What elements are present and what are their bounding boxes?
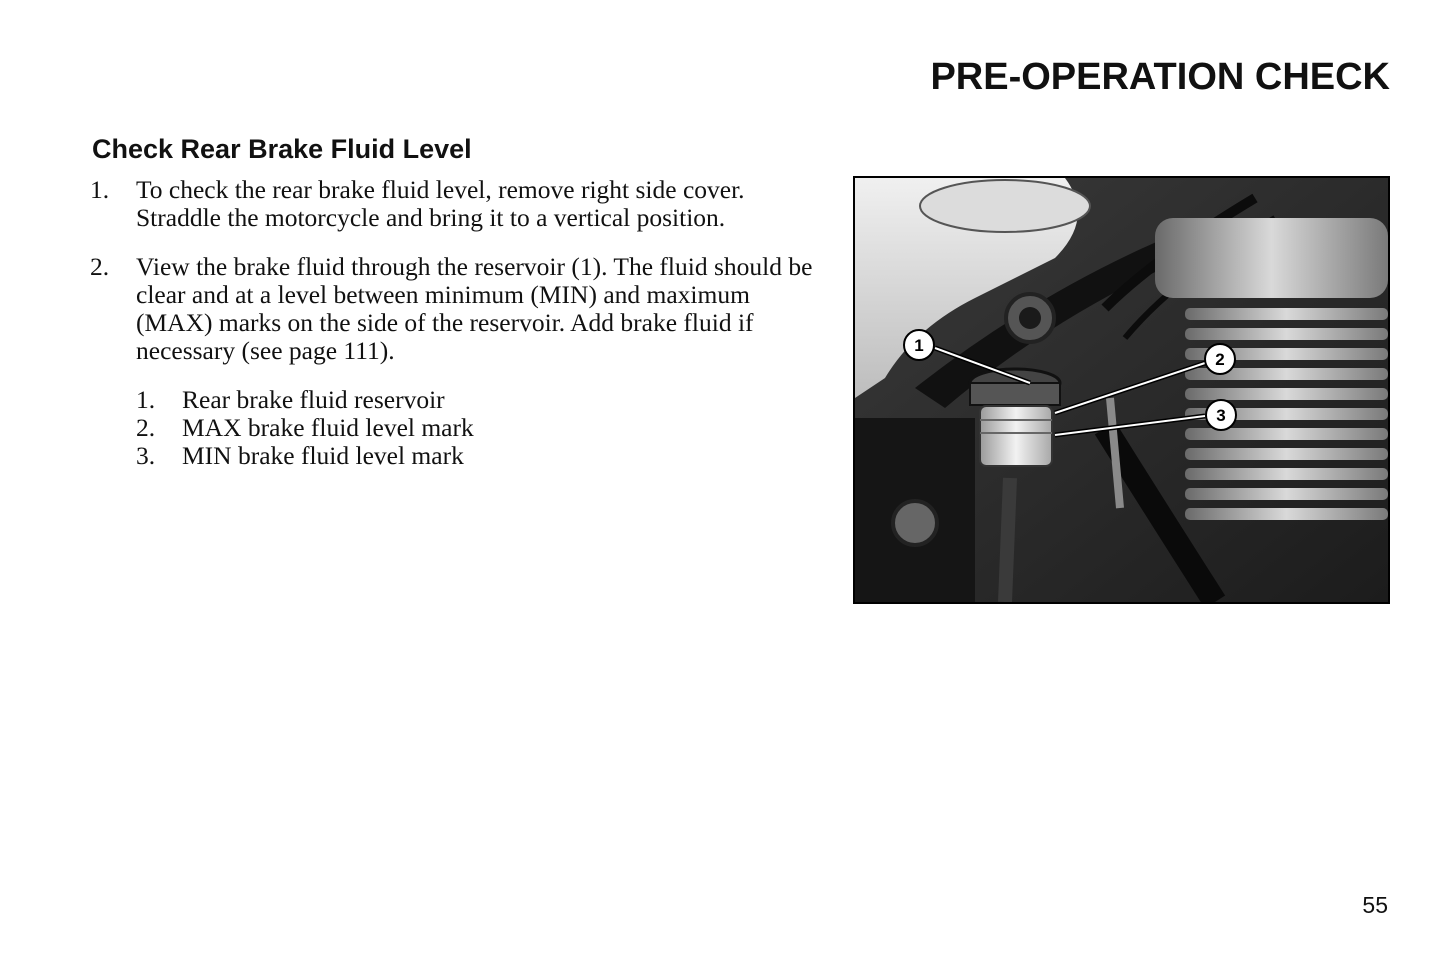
brake-fluid-reservoir xyxy=(970,369,1060,466)
instruction-list xyxy=(90,176,820,470)
brake-reservoir-photo xyxy=(853,176,1390,604)
callout-marker-3 xyxy=(1206,400,1236,430)
page-number: 55 xyxy=(1362,892,1388,918)
legend-number: 1. xyxy=(136,385,156,414)
legend-number: 3. xyxy=(136,441,156,470)
legend-number: 2. xyxy=(136,413,156,442)
callout-marker-2 xyxy=(1205,344,1235,374)
step-number: 2. xyxy=(90,252,110,281)
legend-text: MIN brake fluid level mark xyxy=(182,441,464,470)
instruction-step xyxy=(90,253,820,365)
callout-marker-1 xyxy=(904,330,934,360)
photo-illustration xyxy=(855,178,1388,602)
instruction-step xyxy=(90,176,820,232)
callout-label: 1 xyxy=(914,336,924,355)
legend-item xyxy=(136,386,820,414)
step-text: View the brake fluid through the reservoir (1). The fluid should be clear and at a level between minimum (MIN) and maximum (MAX) marks on the side of the reservoir. Add brake fluid if necessary (see page 111). xyxy=(136,252,813,365)
callout-label: 3 xyxy=(1216,406,1226,425)
page-title: PRE-OPERATION CHECK xyxy=(930,56,1390,98)
bolt xyxy=(893,501,937,545)
callout-label: 2 xyxy=(1215,350,1225,369)
section-heading: Check Rear Brake Fluid Level xyxy=(92,134,472,164)
step-number: 1. xyxy=(90,175,110,204)
reservoir-hose xyxy=(1005,478,1010,602)
legend-text: MAX brake fluid level mark xyxy=(182,413,474,442)
seat-edge xyxy=(920,180,1090,232)
step-text: To check the rear brake fluid level, remove right side cover. Straddle the motorcycle and bring it to a vertical position. xyxy=(136,175,745,232)
legend-item xyxy=(136,414,820,442)
grommet-hole xyxy=(1019,307,1041,329)
legend-item xyxy=(136,442,820,470)
legend-text: Rear brake fluid reservoir xyxy=(182,385,445,414)
figure-legend xyxy=(136,386,820,470)
